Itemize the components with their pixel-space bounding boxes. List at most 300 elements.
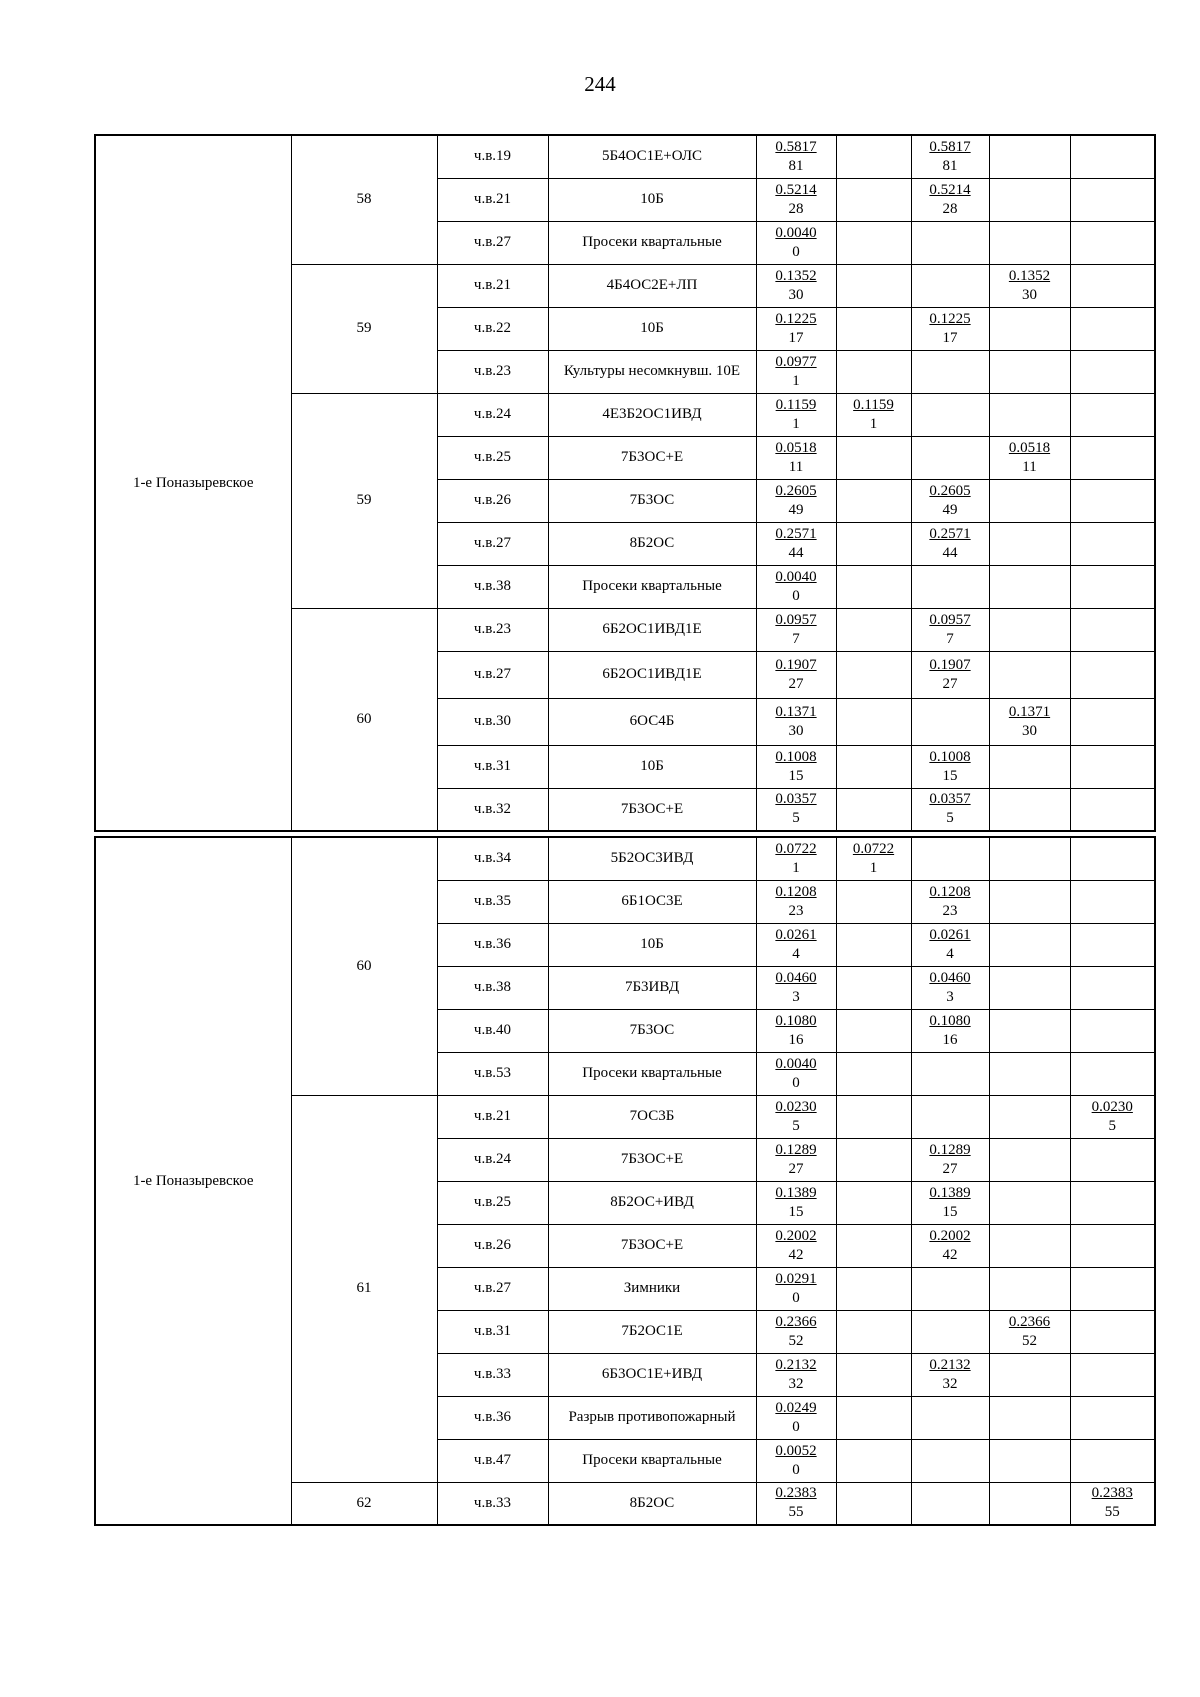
- count-value: 23: [788, 902, 804, 919]
- subcompartment: ч.в.24: [437, 393, 548, 436]
- total-cell: [756, 221, 836, 264]
- count-value: 3: [792, 988, 800, 1005]
- total-cell: [756, 350, 836, 393]
- area-value: 0.5817: [929, 138, 971, 155]
- count-value: 52: [788, 1332, 804, 1349]
- stand-composition: 6Б2ОС1ИВД1Е: [548, 651, 756, 698]
- subcompartment: ч.в.33: [437, 1353, 548, 1396]
- count-value: 44: [942, 544, 958, 561]
- area-value: 0.1352: [775, 267, 817, 284]
- page-number: 244: [584, 72, 616, 96]
- category-cell-c1: [836, 1052, 911, 1095]
- subcompartment: ч.в.19: [437, 135, 548, 178]
- category-cell-c4: [1070, 1224, 1155, 1267]
- stand-composition: Культуры несомкнувш. 10Е: [548, 350, 756, 393]
- subcompartment: ч.в.40: [437, 1009, 548, 1052]
- area-value: 0.1371: [775, 703, 817, 720]
- total-cell: [756, 880, 836, 923]
- category-cell-c3: [989, 1396, 1070, 1439]
- category-cell-c3: [989, 608, 1070, 651]
- category-cell-c1: [836, 788, 911, 831]
- category-cell-c1: [836, 350, 911, 393]
- category-cell-c1: [836, 966, 911, 1009]
- area-value: 0.2132: [929, 1356, 971, 1373]
- total-cell: [756, 479, 836, 522]
- category-cell-c2: [911, 1224, 989, 1267]
- area-value: 0.5214: [929, 181, 971, 198]
- category-cell-c2: [911, 1052, 989, 1095]
- area-value: 0.1008: [929, 748, 971, 765]
- total-cell: [756, 651, 836, 698]
- forest-table-1: [94, 134, 1156, 832]
- count-value: 0: [792, 1074, 800, 1091]
- category-cell-c4: [1070, 966, 1155, 1009]
- category-cell-c2: [911, 837, 989, 880]
- count-value: 11: [1022, 458, 1037, 475]
- category-cell-c4: [1070, 698, 1155, 745]
- area-value: 0.5817: [775, 138, 817, 155]
- subcompartment: ч.в.38: [437, 966, 548, 1009]
- stand-composition: 5Б2ОС3ИВД: [548, 837, 756, 880]
- category-cell-c2: [911, 608, 989, 651]
- category-cell-c3: [989, 698, 1070, 745]
- quarter-number: 58: [291, 135, 437, 264]
- area-value: 0.0518: [1008, 439, 1051, 456]
- total-cell: [756, 788, 836, 831]
- count-value: 0: [792, 243, 800, 260]
- stand-composition: 6Б1ОС3Е: [548, 880, 756, 923]
- category-cell-c2: [911, 1396, 989, 1439]
- category-cell-c3: [989, 837, 1070, 880]
- area-value: 0.2383: [1091, 1485, 1133, 1502]
- total-cell: [756, 1439, 836, 1482]
- category-cell-c1: [836, 1396, 911, 1439]
- category-cell-c1: [836, 178, 911, 221]
- category-cell-c1: [836, 264, 911, 307]
- count-value: 44: [788, 544, 804, 561]
- category-cell-c3: [989, 1181, 1070, 1224]
- subcompartment: ч.в.25: [437, 1181, 548, 1224]
- count-value: 15: [942, 1203, 958, 1220]
- category-cell-c2: [911, 565, 989, 608]
- subcompartment: ч.в.21: [437, 1095, 548, 1138]
- count-value: 15: [788, 1203, 804, 1220]
- count-value: 0: [792, 1418, 800, 1435]
- category-cell-c1: [836, 608, 911, 651]
- area-value: 0.2366: [1008, 1313, 1051, 1330]
- category-cell-c3: [989, 788, 1070, 831]
- category-cell-c4: [1070, 393, 1155, 436]
- subcompartment: ч.в.25: [437, 436, 548, 479]
- category-cell-c4: [1070, 1310, 1155, 1353]
- total-cell: [756, 1052, 836, 1095]
- area-value: 0.0460: [929, 969, 971, 986]
- count-value: 49: [788, 501, 804, 518]
- quarter-number: 60: [291, 608, 437, 831]
- area-value: 0.0460: [775, 969, 817, 986]
- subcompartment: ч.в.33: [437, 1482, 548, 1525]
- category-cell-c3: [989, 651, 1070, 698]
- area-value: 0.0957: [775, 611, 817, 628]
- area-value: 0.1907: [929, 656, 971, 673]
- category-cell-c4: [1070, 479, 1155, 522]
- count-value: 30: [1022, 286, 1037, 303]
- category-cell-c2: [911, 135, 989, 178]
- category-cell-c4: [1070, 1267, 1155, 1310]
- category-cell-c2: [911, 966, 989, 1009]
- total-cell: [756, 1224, 836, 1267]
- category-cell-c3: [989, 307, 1070, 350]
- category-cell-c1: [836, 1009, 911, 1052]
- quarter-number: 60: [291, 837, 437, 1095]
- area-value: 0.0040: [775, 1055, 817, 1072]
- category-cell-c1: [836, 1095, 911, 1138]
- stand-composition: 7Б3ОС+Е: [548, 1224, 756, 1267]
- category-cell-c2: [911, 393, 989, 436]
- category-cell-c1: [836, 522, 911, 565]
- stand-composition: 7Б3ИВД: [548, 966, 756, 1009]
- area-value: 0.1208: [775, 883, 817, 900]
- total-cell: [756, 1267, 836, 1310]
- area-value: 0.1352: [1008, 267, 1051, 284]
- count-value: 81: [788, 157, 804, 174]
- category-cell-c3: [989, 1353, 1070, 1396]
- count-value: 28: [942, 200, 958, 217]
- category-cell-c3: [989, 350, 1070, 393]
- category-cell-c1: [836, 1138, 911, 1181]
- area-value: 0.0230: [775, 1098, 817, 1115]
- category-cell-c3: [989, 1267, 1070, 1310]
- category-cell-c4: [1070, 1181, 1155, 1224]
- category-cell-c4: [1070, 1052, 1155, 1095]
- category-cell-c4: [1070, 178, 1155, 221]
- forestry-name: 1-е Поназыревское: [95, 135, 291, 831]
- subcompartment: ч.в.36: [437, 923, 548, 966]
- category-cell-c3: [989, 1138, 1070, 1181]
- category-cell-c3: [989, 135, 1070, 178]
- category-cell-c3: [989, 221, 1070, 264]
- count-value: 0: [792, 587, 800, 604]
- category-cell-c4: [1070, 745, 1155, 788]
- count-value: 5: [1108, 1117, 1116, 1134]
- area-value: 0.2571: [929, 525, 971, 542]
- total-cell: [756, 1482, 836, 1525]
- forestry-name: 1-е Поназыревское: [95, 837, 291, 1525]
- category-cell-c1: [836, 1353, 911, 1396]
- total-cell: [756, 393, 836, 436]
- stand-composition: 7ОС3Б: [548, 1095, 756, 1138]
- category-cell-c4: [1070, 350, 1155, 393]
- area-value: 0.0249: [775, 1399, 817, 1416]
- category-cell-c1: [836, 436, 911, 479]
- count-value: 7: [792, 630, 800, 647]
- area-value: 0.1225: [775, 310, 817, 327]
- category-cell-c3: [989, 1095, 1070, 1138]
- area-value: 0.0357: [775, 791, 817, 808]
- category-cell-c2: [911, 1138, 989, 1181]
- count-value: 5: [792, 810, 800, 827]
- category-cell-c4: [1070, 565, 1155, 608]
- total-cell: [756, 1353, 836, 1396]
- category-cell-c3: [989, 1310, 1070, 1353]
- category-cell-c2: [911, 745, 989, 788]
- stand-composition: 6Б2ОС1ИВД1Е: [548, 608, 756, 651]
- count-value: 1: [869, 415, 878, 432]
- count-value: 15: [788, 767, 804, 784]
- category-cell-c3: [989, 178, 1070, 221]
- area-value: 0.0230: [1091, 1098, 1133, 1115]
- count-value: 81: [942, 157, 958, 174]
- subcompartment: ч.в.22: [437, 307, 548, 350]
- stand-composition: 10Б: [548, 923, 756, 966]
- area-value: 0.0040: [775, 568, 817, 585]
- category-cell-c2: [911, 178, 989, 221]
- area-value: 0.2002: [929, 1227, 971, 1244]
- stand-composition: Просеки квартальные: [548, 1052, 756, 1095]
- category-cell-c2: [911, 1353, 989, 1396]
- category-cell-c4: [1070, 135, 1155, 178]
- category-cell-c1: [836, 651, 911, 698]
- area-value: 0.0977: [775, 353, 817, 370]
- count-value: 0: [792, 1461, 800, 1478]
- area-value: 0.2002: [775, 1227, 817, 1244]
- category-cell-c1: [836, 1310, 911, 1353]
- area-value: 0.1389: [929, 1184, 971, 1201]
- stand-composition: 10Б: [548, 178, 756, 221]
- area-value: 0.1225: [929, 310, 971, 327]
- area-value: 0.1371: [1008, 703, 1051, 720]
- count-value: 4: [946, 945, 954, 962]
- total-cell: [756, 923, 836, 966]
- category-cell-c4: [1070, 522, 1155, 565]
- quarter-number: 62: [291, 1482, 437, 1525]
- area-value: 0.1159: [775, 396, 817, 413]
- total-cell: [756, 522, 836, 565]
- category-cell-c2: [911, 264, 989, 307]
- table-row: [95, 135, 1155, 178]
- category-cell-c4: [1070, 1396, 1155, 1439]
- category-cell-c2: [911, 436, 989, 479]
- subcompartment: ч.в.26: [437, 1224, 548, 1267]
- subcompartment: ч.в.31: [437, 745, 548, 788]
- subcompartment: ч.в.27: [437, 221, 548, 264]
- count-value: 55: [1104, 1504, 1120, 1521]
- category-cell-c3: [989, 264, 1070, 307]
- category-cell-c2: [911, 880, 989, 923]
- category-cell-c1: [836, 221, 911, 264]
- count-value: 27: [942, 1160, 958, 1177]
- total-cell: [756, 608, 836, 651]
- area-value: 0.2383: [775, 1485, 817, 1502]
- area-value: 0.2132: [775, 1356, 817, 1373]
- stand-composition: Разрыв противопожарный: [548, 1396, 756, 1439]
- category-cell-c3: [989, 923, 1070, 966]
- category-cell-c2: [911, 307, 989, 350]
- area-value: 0.1907: [775, 656, 817, 673]
- stand-composition: 7Б3ОС+Е: [548, 1138, 756, 1181]
- count-value: 32: [942, 1375, 958, 1392]
- area-value: 0.1389: [775, 1184, 817, 1201]
- total-cell: [756, 745, 836, 788]
- count-value: 16: [788, 1031, 804, 1048]
- count-value: 30: [788, 722, 804, 739]
- count-value: 0: [792, 1289, 800, 1306]
- stand-composition: 5Б4ОС1Е+ОЛС: [548, 135, 756, 178]
- count-value: 55: [788, 1504, 804, 1521]
- count-value: 27: [942, 675, 958, 692]
- category-cell-c2: [911, 1009, 989, 1052]
- count-value: 52: [1022, 1332, 1037, 1349]
- total-cell: [756, 698, 836, 745]
- count-value: 42: [942, 1246, 958, 1263]
- count-value: 16: [942, 1031, 958, 1048]
- count-value: 3: [946, 988, 954, 1005]
- subcompartment: ч.в.21: [437, 264, 548, 307]
- category-cell-c1: [836, 479, 911, 522]
- subcompartment: ч.в.23: [437, 350, 548, 393]
- subcompartment: ч.в.26: [437, 479, 548, 522]
- category-cell-c4: [1070, 608, 1155, 651]
- count-value: 28: [788, 200, 804, 217]
- area-value: 0.2366: [775, 1313, 817, 1330]
- category-cell-c2: [911, 1095, 989, 1138]
- area-value: 0.0357: [929, 791, 971, 808]
- category-cell-c1: [836, 307, 911, 350]
- stand-composition: Просеки квартальные: [548, 221, 756, 264]
- count-value: 4: [792, 945, 800, 962]
- stand-composition: 7Б3ОС: [548, 479, 756, 522]
- total-cell: [756, 837, 836, 880]
- category-cell-c3: [989, 1052, 1070, 1095]
- category-cell-c2: [911, 522, 989, 565]
- total-cell: [756, 178, 836, 221]
- total-cell: [756, 307, 836, 350]
- subcompartment: ч.в.24: [437, 1138, 548, 1181]
- category-cell-c1: [836, 1482, 911, 1525]
- stand-composition: 7Б3ОС: [548, 1009, 756, 1052]
- category-cell-c3: [989, 393, 1070, 436]
- area-value: 0.0291: [775, 1270, 817, 1287]
- area-value: 0.1289: [775, 1141, 817, 1158]
- area-value: 0.1080: [775, 1012, 817, 1029]
- area-value: 0.0957: [929, 611, 971, 628]
- category-cell-c1: [836, 698, 911, 745]
- table-row: [95, 837, 1155, 880]
- area-value: 0.2605: [929, 482, 971, 499]
- category-cell-c2: [911, 1310, 989, 1353]
- stand-composition: 8Б2ОС: [548, 1482, 756, 1525]
- count-value: 1: [869, 859, 878, 876]
- count-value: 30: [788, 286, 804, 303]
- total-cell: [756, 1138, 836, 1181]
- category-cell-c1: [836, 745, 911, 788]
- quarter-number: 59: [291, 393, 437, 608]
- subcompartment: ч.в.53: [437, 1052, 548, 1095]
- category-cell-c4: [1070, 1009, 1155, 1052]
- subcompartment: ч.в.31: [437, 1310, 548, 1353]
- area-value: 0.1208: [929, 883, 971, 900]
- category-cell-c2: [911, 1439, 989, 1482]
- area-value: 0.2571: [775, 525, 817, 542]
- stand-composition: 10Б: [548, 745, 756, 788]
- subcompartment: ч.в.36: [437, 1396, 548, 1439]
- stand-composition: Просеки квартальные: [548, 1439, 756, 1482]
- category-cell-c3: [989, 1009, 1070, 1052]
- category-cell-c3: [989, 966, 1070, 1009]
- category-cell-c3: [989, 479, 1070, 522]
- category-cell-c2: [911, 1267, 989, 1310]
- category-cell-c3: [989, 565, 1070, 608]
- category-cell-c1: [836, 1224, 911, 1267]
- category-cell-c4: [1070, 1138, 1155, 1181]
- stand-composition: 4Б4ОС2Е+ЛП: [548, 264, 756, 307]
- stand-composition: 8Б2ОС+ИВД: [548, 1181, 756, 1224]
- category-cell-c3: [989, 522, 1070, 565]
- total-cell: [756, 1181, 836, 1224]
- total-cell: [756, 565, 836, 608]
- total-cell: [756, 966, 836, 1009]
- category-cell-c3: [989, 436, 1070, 479]
- category-cell-c4: [1070, 221, 1155, 264]
- subcompartment: ч.в.21: [437, 178, 548, 221]
- total-cell: [756, 264, 836, 307]
- category-cell-c4: [1070, 1439, 1155, 1482]
- category-cell-c2: [911, 221, 989, 264]
- category-cell-c1: [836, 565, 911, 608]
- stand-composition: Просеки квартальные: [548, 565, 756, 608]
- area-value: 0.0261: [929, 926, 971, 943]
- category-cell-c2: [911, 651, 989, 698]
- category-cell-c1: [836, 880, 911, 923]
- subcompartment: ч.в.38: [437, 565, 548, 608]
- forest-table-2: [94, 836, 1156, 1526]
- area-value: 0.1008: [775, 748, 817, 765]
- count-value: 23: [942, 902, 958, 919]
- count-value: 49: [942, 501, 958, 518]
- total-cell: [756, 436, 836, 479]
- count-value: 1: [792, 372, 800, 389]
- count-value: 27: [788, 1160, 804, 1177]
- subcompartment: ч.в.32: [437, 788, 548, 831]
- category-cell-c2: [911, 1482, 989, 1525]
- stand-composition: 6Б3ОС1Е+ИВД: [548, 1353, 756, 1396]
- area-value: 0.0040: [775, 224, 817, 241]
- stand-composition: 8Б2ОС: [548, 522, 756, 565]
- category-cell-c1: [836, 1439, 911, 1482]
- category-cell-c4: [1070, 923, 1155, 966]
- count-value: 30: [1022, 722, 1037, 739]
- category-cell-c4: [1070, 1482, 1155, 1525]
- quarter-number: 61: [291, 1095, 437, 1482]
- total-cell: [756, 1310, 836, 1353]
- category-cell-c1: [836, 837, 911, 880]
- category-cell-c4: [1070, 436, 1155, 479]
- area-value: 0.2605: [775, 482, 817, 499]
- total-cell: [756, 1009, 836, 1052]
- category-cell-c3: [989, 1439, 1070, 1482]
- count-value: 5: [946, 810, 954, 827]
- area-value: 0.0722: [775, 840, 817, 857]
- count-value: 1: [792, 415, 800, 432]
- area-value: 0.0052: [775, 1442, 817, 1459]
- category-cell-c2: [911, 1181, 989, 1224]
- subcompartment: ч.в.27: [437, 651, 548, 698]
- quarter-number: 59: [291, 264, 437, 393]
- total-cell: [756, 1396, 836, 1439]
- area-value: 0.5214: [775, 181, 817, 198]
- category-cell-c4: [1070, 307, 1155, 350]
- count-value: 15: [942, 767, 958, 784]
